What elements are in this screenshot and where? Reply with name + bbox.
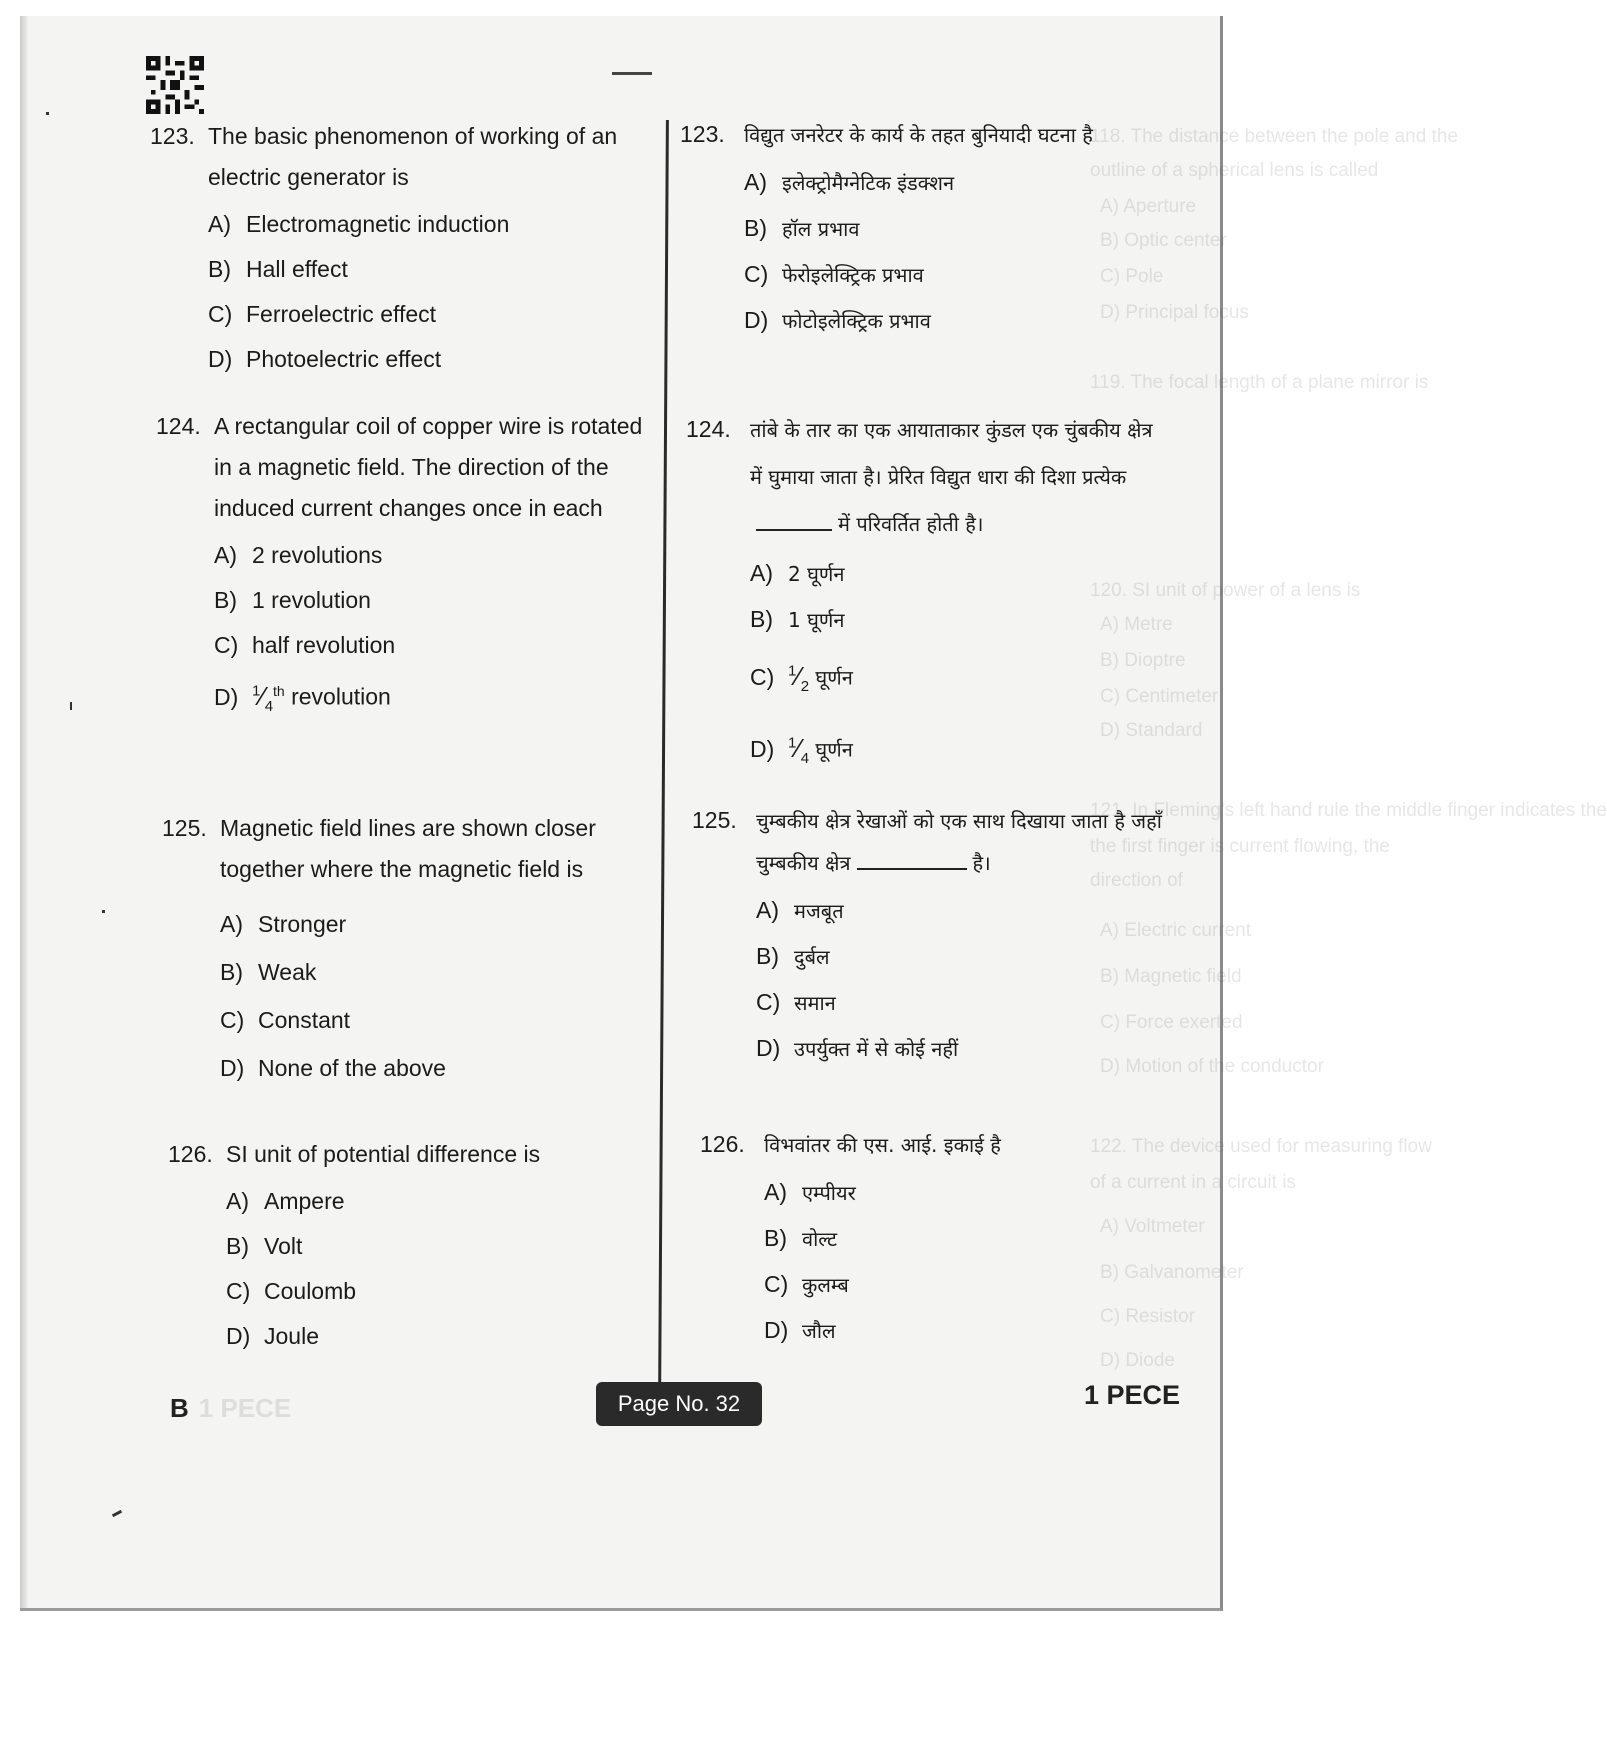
question-number: 126. (168, 1141, 213, 1167)
option-text: दुर्बल (794, 945, 830, 969)
option-letter: A) (756, 897, 779, 923)
options-list (150, 202, 620, 382)
option-letter: D) (750, 735, 775, 762)
option-a[interactable] (764, 1170, 1170, 1216)
option-letter: C) (214, 632, 239, 658)
option-b[interactable] (226, 1224, 648, 1269)
option-b[interactable] (214, 578, 646, 623)
option-c[interactable] (750, 643, 1166, 715)
series-label (170, 1393, 291, 1424)
top-mark (612, 72, 652, 75)
option-text: revolution (291, 683, 391, 710)
option-letter: B) (220, 959, 243, 985)
option-a[interactable] (208, 202, 620, 247)
option-c[interactable] (214, 623, 646, 668)
ghost-line: D) Motion of the conductor (1100, 1056, 1324, 1077)
option-letter: A) (764, 1179, 787, 1205)
option-a[interactable] (744, 160, 1150, 206)
question-stem (692, 800, 1172, 884)
option-text: उपर्युक्त में से कोई नहीं (794, 1037, 959, 1061)
paper-edge-shadow (20, 16, 28, 1608)
ghost-line: the first finger is current flowing, the (1090, 836, 1390, 857)
ghost-line: A) Aperture (1100, 196, 1197, 217)
question-124-en (156, 406, 646, 729)
option-a[interactable] (214, 533, 646, 578)
fraction: $^1⁄_4$ (252, 680, 274, 715)
option-letter: D) (744, 307, 769, 333)
option-text: Hall effect (246, 256, 348, 282)
question-number: 124. (686, 416, 731, 442)
ghost-line: 122. The device used for measuring flow (1090, 1136, 1432, 1157)
option-c[interactable] (226, 1269, 648, 1314)
question-number: 125. (692, 807, 737, 833)
question-number: 124. (156, 413, 201, 439)
question-text: विभवांतर की एस. आई. इकाई है (764, 1133, 1001, 1157)
question-stem (700, 1124, 1170, 1166)
option-letter: B) (744, 215, 767, 241)
question-number: 125. (162, 815, 207, 841)
scan-speck (70, 702, 72, 710)
option-letter: C) (220, 1007, 245, 1033)
option-letter: B) (756, 943, 779, 969)
option-letter: A) (750, 560, 773, 586)
question-stem (156, 406, 646, 529)
question-text-end: है। (972, 851, 991, 875)
option-c[interactable] (220, 996, 652, 1044)
ordinal-suffix: th (273, 683, 285, 699)
option-text: हॉल प्रभाव (782, 217, 860, 241)
ghost-code: 1 PECE (198, 1393, 292, 1423)
option-letter: A) (226, 1188, 249, 1214)
fraction-denominator: 4 (800, 749, 810, 767)
option-letter: C) (756, 989, 781, 1015)
option-c[interactable] (756, 980, 1172, 1026)
question-124-hi (686, 406, 1166, 787)
option-letter: C) (744, 261, 769, 287)
option-d[interactable] (756, 1026, 1172, 1072)
fraction: $^1⁄_2$ (788, 660, 810, 695)
ghost-line: 118. The distance between the pole and the (1090, 126, 1458, 147)
question-number: 123. (680, 121, 725, 147)
option-text: मजबूत (794, 899, 844, 923)
option-letter: B) (750, 606, 773, 632)
option-letter: A) (744, 169, 767, 195)
fill-blank (756, 511, 832, 531)
question-126-en (168, 1134, 648, 1359)
question-text: तांबे के तार का एक आयाताकार कुंडल एक चुंबकीय क्षेत्र में घुमाया जाता है। प्रेरित विद्युत धारा की दिशा प्रत्येक (750, 418, 1153, 489)
fraction-denominator: 4 (264, 697, 274, 715)
fraction: $^1⁄_4$ (788, 732, 810, 767)
ghost-line: A) Electric current (1100, 920, 1251, 941)
option-c[interactable] (208, 292, 620, 337)
fill-blank (857, 850, 967, 870)
fraction-numerator: 1 (788, 733, 797, 751)
option-d[interactable] (764, 1308, 1170, 1354)
ghost-line: 120. SI unit of power of a lens is (1090, 580, 1361, 601)
option-letter: B) (208, 256, 231, 282)
option-d[interactable] (214, 668, 646, 729)
option-letter: B) (214, 587, 237, 613)
ghost-line: C) Force exerted (1100, 1012, 1243, 1033)
options-list (162, 900, 652, 1092)
option-letter: C) (208, 301, 233, 327)
options-list (686, 551, 1166, 787)
fraction-numerator: 1 (788, 662, 797, 679)
option-letter: B) (764, 1225, 787, 1251)
option-text: None of the above (258, 1055, 446, 1081)
option-text: Ampere (264, 1188, 345, 1214)
option-text: Stronger (258, 911, 347, 937)
option-d[interactable] (220, 1044, 652, 1092)
question-text-end: में परिवर्तित होती है। (838, 512, 984, 536)
question-text: A rectangular coil of copper wire is rotated in a magnetic field. The direction of the induced current changes once in each (214, 413, 643, 521)
option-b[interactable] (750, 597, 1166, 643)
option-text: इलेक्ट्रोमैग्नेटिक इंडक्शन (782, 171, 955, 195)
page-number-badge: Page No. 32 (596, 1382, 762, 1426)
question-stem (680, 114, 1150, 156)
option-text: Volt (264, 1233, 303, 1259)
question-123-hi (680, 114, 1150, 344)
ghost-line: D) Standard (1100, 720, 1203, 741)
option-text: Joule (264, 1323, 319, 1349)
option-letter: D) (764, 1317, 789, 1343)
ghost-line: 121. In Fleming's left hand rule the middle finger indicates the (1090, 800, 1607, 821)
option-a[interactable] (750, 551, 1166, 597)
option-text: Constant (258, 1007, 351, 1033)
ghost-line: B) Optic center (1100, 230, 1227, 251)
option-text: Electromagnetic induction (246, 211, 510, 237)
option-letter: C) (226, 1278, 251, 1304)
options-list (700, 1170, 1170, 1354)
ghost-line: A) Metre (1100, 614, 1173, 635)
question-number: 126. (700, 1131, 745, 1157)
option-letter: D) (214, 683, 239, 710)
option-text: 1 revolution (252, 587, 371, 613)
option-text: घूर्णन (815, 665, 853, 690)
question-number: 123. (150, 123, 195, 149)
paper-code: 1 PECE (1084, 1380, 1181, 1410)
option-letter: A) (208, 211, 231, 237)
question-stem (686, 406, 1166, 547)
option-b[interactable] (764, 1216, 1170, 1262)
option-b[interactable] (744, 206, 1150, 252)
option-a[interactable] (220, 900, 652, 948)
option-text: Ferroelectric effect (246, 301, 437, 327)
ghost-line: C) Centimeter (1100, 686, 1219, 707)
question-123-en (150, 116, 620, 382)
option-text: 2 घूर्णन (788, 562, 845, 586)
question-text: The basic phenomenon of working of an electric generator is (208, 123, 618, 190)
option-letter: C) (764, 1271, 789, 1297)
ghost-line: A) Voltmeter (1100, 1216, 1205, 1237)
option-d[interactable] (208, 337, 620, 382)
option-letter: A) (220, 911, 243, 937)
question-125-en (162, 808, 652, 1092)
option-a[interactable] (756, 888, 1172, 934)
option-letter: B) (226, 1233, 249, 1259)
option-b[interactable] (756, 934, 1172, 980)
option-text: half revolution (252, 632, 396, 658)
ghost-line: D) Diode (1100, 1350, 1175, 1371)
option-text: फोटोइलेक्ट्रिक प्रभाव (782, 309, 931, 333)
option-a[interactable] (226, 1179, 648, 1224)
option-text: समान (794, 991, 836, 1015)
question-stem (150, 116, 620, 198)
ghost-line: 119. The focal length of a plane mirror is (1090, 372, 1429, 393)
option-d[interactable] (750, 715, 1166, 787)
qr-code-icon (146, 56, 204, 114)
option-d[interactable] (744, 298, 1150, 344)
option-letter: D) (220, 1055, 245, 1081)
option-text: Coulomb (264, 1278, 357, 1304)
option-c[interactable] (764, 1262, 1170, 1308)
option-text: Weak (258, 959, 317, 985)
option-text: 2 revolutions (252, 542, 383, 568)
option-letter: D) (226, 1323, 251, 1349)
ghost-line: D) Principal focus (1100, 302, 1249, 323)
options-list (680, 160, 1150, 344)
ghost-line: direction of (1090, 870, 1183, 891)
option-text: 1 घूर्णन (788, 608, 845, 632)
options-list (156, 533, 646, 729)
option-text: Photoelectric effect (246, 346, 442, 372)
scan-speck (102, 910, 105, 913)
question-text: चुम्बकीय क्षेत्र रेखाओं को एक साथ दिखाया जाता है जहाँ चुम्बकीय क्षेत्र (756, 809, 1162, 875)
question-stem (168, 1134, 648, 1175)
options-list (168, 1179, 648, 1359)
option-b[interactable] (208, 247, 620, 292)
ghost-line: of a current in a circuit is (1090, 1172, 1296, 1193)
option-letter: D) (756, 1035, 781, 1061)
option-text: जौल (802, 1319, 836, 1343)
ghost-line: B) Galvanometer (1100, 1262, 1244, 1283)
series-letter: B (170, 1393, 189, 1423)
question-126-hi (700, 1124, 1170, 1354)
option-letter: C) (750, 663, 775, 690)
ghost-line: C) Resistor (1100, 1306, 1196, 1327)
option-c[interactable] (744, 252, 1150, 298)
question-text: Magnetic field lines are shown closer together where the magnetic field is (220, 815, 596, 882)
options-list (692, 888, 1172, 1072)
ghost-line: outline of a spherical lens is called (1090, 160, 1379, 181)
option-text: एम्पीयर (802, 1181, 856, 1205)
fraction-numerator: 1 (252, 682, 261, 699)
question-stem (162, 808, 652, 890)
option-text: वोल्ट (802, 1227, 838, 1251)
option-text: फेरोइलेक्ट्रिक प्रभाव (782, 263, 924, 287)
ghost-line: B) Dioptre (1100, 650, 1186, 671)
ghost-line: B) Magnetic field (1100, 966, 1242, 987)
ghost-line: C) Pole (1100, 266, 1164, 287)
option-text: घूर्णन (815, 737, 853, 762)
option-b[interactable] (220, 948, 652, 996)
scan-speck (46, 112, 49, 115)
question-text: विद्युत जनरेटर के कार्य के तहत बुनियादी घटना है (744, 123, 1093, 147)
fraction-denominator: 2 (800, 677, 810, 695)
question-text: SI unit of potential difference is (226, 1141, 541, 1167)
option-d[interactable] (226, 1314, 648, 1359)
option-letter: A) (214, 542, 237, 568)
option-letter: D) (208, 346, 233, 372)
question-125-hi (692, 800, 1172, 1072)
option-text: कुलम्ब (802, 1273, 849, 1297)
